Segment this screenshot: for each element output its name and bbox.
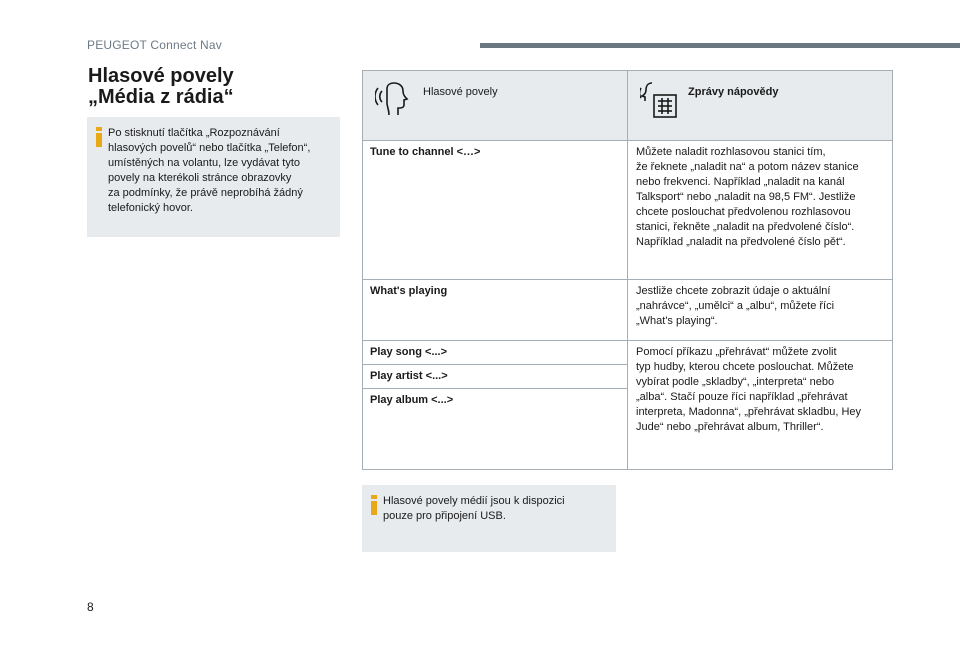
info-note-usb: [362, 485, 616, 552]
info-note-voice: [87, 117, 340, 237]
command-play-song: Play song <...>: [363, 341, 628, 365]
page-number: 8: [87, 600, 94, 614]
help-whats-playing: Jestliže chcete zobrazit údaje o aktuální „nahrávce“, „umělci“ a „albu“, můžete říci „What's playing“.: [628, 280, 893, 341]
section-title-line2: „Média z rádia“: [88, 86, 234, 108]
command-tune-to-channel: Tune to channel <…>: [363, 141, 628, 280]
table-row: [363, 141, 893, 280]
header-bar: [480, 43, 960, 48]
section-title-line1: Hlasové povely: [88, 65, 234, 87]
info-icon: [96, 127, 102, 147]
header-commands-cell: [363, 71, 628, 141]
info-note-text: Po stisknutí tlačítka „Rozpoznávání hlasových povelů“ nebo tlačítka „Telefon“, umístěných na volantu, lze vydávat tyto povely na kterékoli stránce obrazovky za podmínky, že právě neprobíhá žádný telefonický hovor.: [108, 127, 311, 214]
voice-command-icon: [375, 81, 409, 117]
table-row: [363, 280, 893, 341]
voice-help-icon: [640, 81, 680, 121]
header-help-cell: [628, 71, 893, 141]
table-header-row: [363, 71, 893, 141]
section-title: [88, 66, 234, 108]
header-commands-label: Hlasové povely: [423, 86, 498, 98]
command-whats-playing: What's playing: [363, 280, 628, 341]
help-tune-to-channel: Můžete naladit rozhlasovou stanici tím, že řeknete „naladit na“ a potom název stanice nebo frekvenci. Například „naladit na kanál Talksport“ nebo „naladit na 98,5 FM“. Jestliže chcete poslouchat předvolenou rozhlasovou stanici, řekněte „naladit na předvolené číslo“. Například „naladit na předvolené číslo pět“.: [628, 141, 893, 280]
table-row: [363, 341, 893, 365]
command-play-album: Play album <...>: [363, 389, 628, 470]
running-header: PEUGEOT Connect Nav: [87, 38, 222, 52]
header-help-label: Zprávy nápovědy: [688, 86, 779, 98]
command-play-artist: Play artist <...>: [363, 365, 628, 389]
info-note-text: Hlasové povely médií jsou k dispozici pouze pro připojení USB.: [383, 495, 565, 522]
help-play-media: Pomocí příkazu „přehrávat“ můžete zvolit typ hudby, kterou chcete poslouchat. Můžete vybírat podle „skladby“, „interpreta“ nebo „alba“. Stačí pouze říci například „přehrávat interpreta, Madonna“, „přehrávat skladbu, Hey Jude“ nebo „přehrávat album, Thriller“.: [628, 341, 893, 470]
info-icon: [371, 495, 377, 515]
voice-commands-table: [362, 70, 893, 470]
